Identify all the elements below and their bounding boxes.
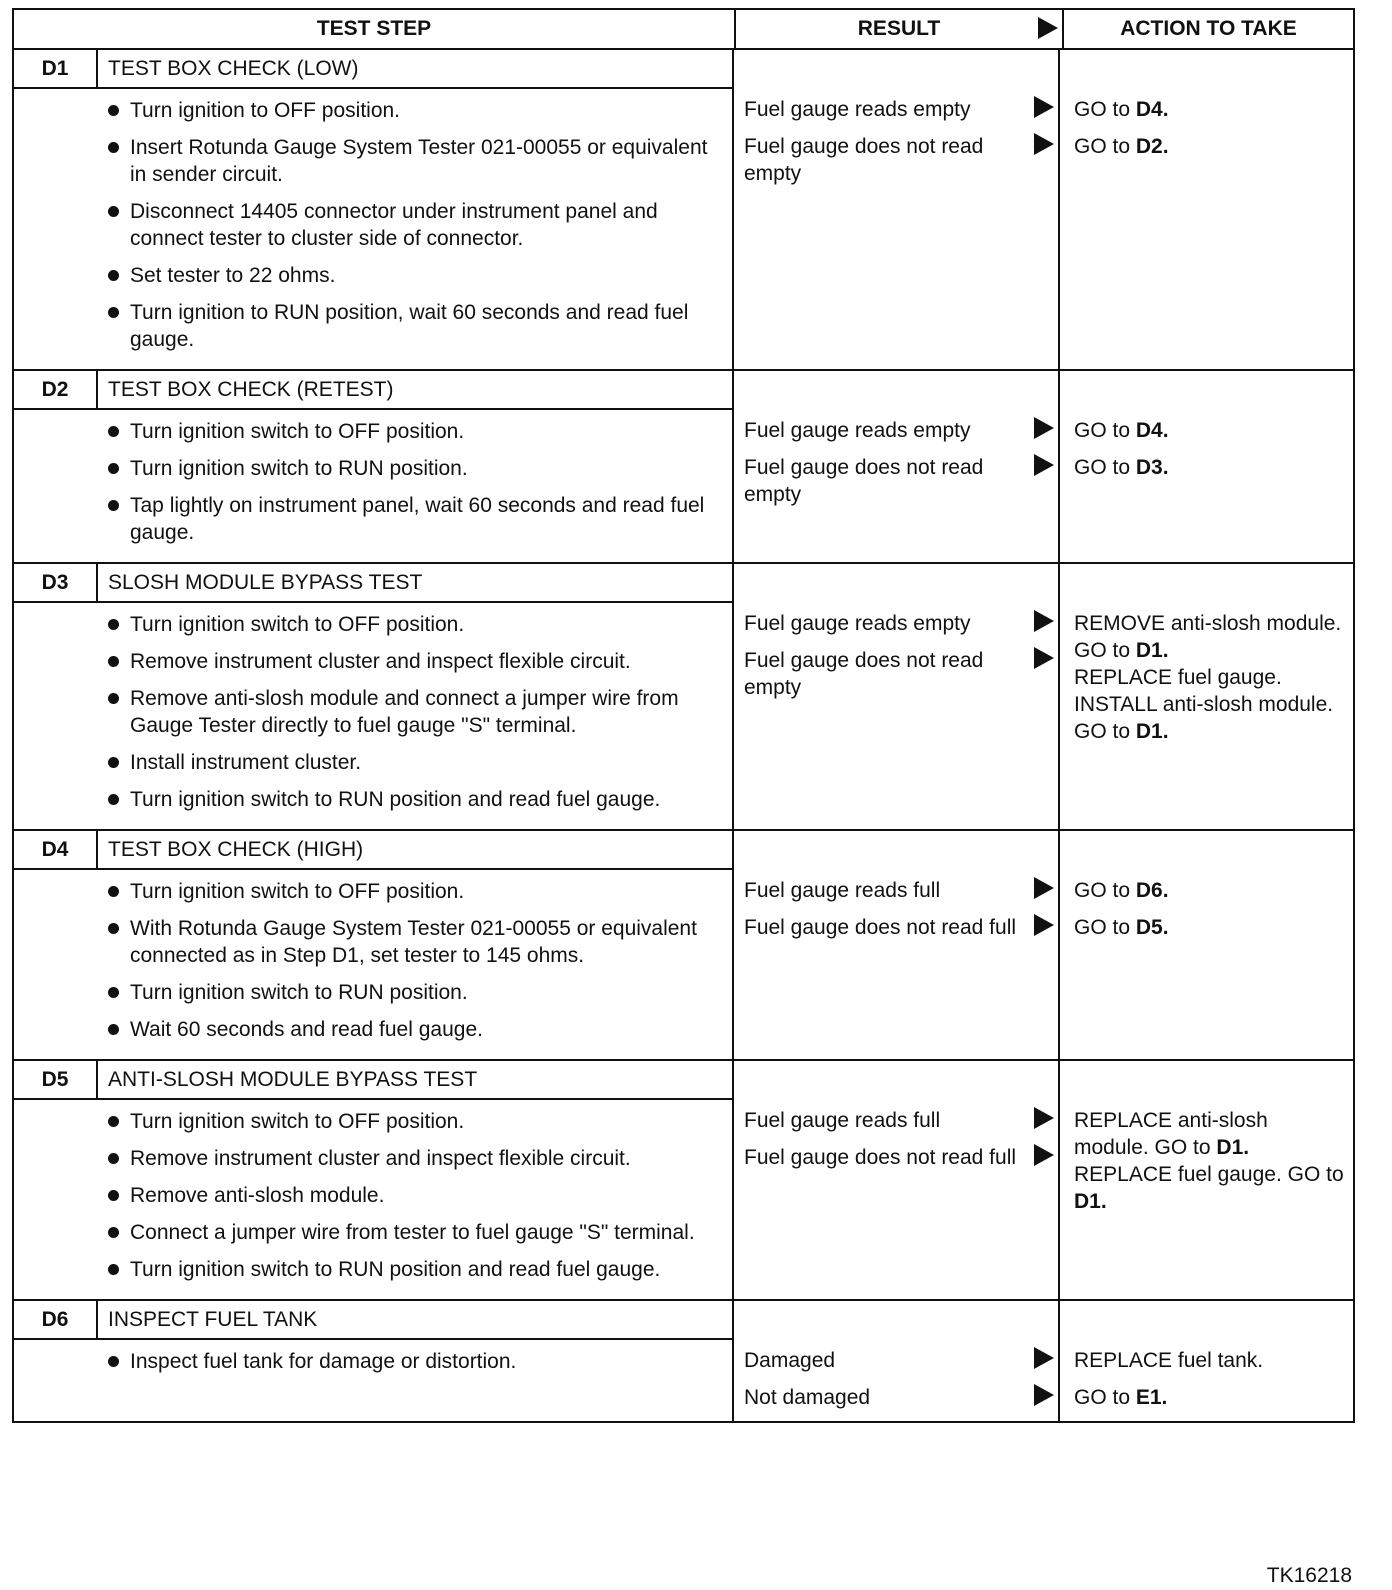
result-text: Fuel gauge does not read full <box>744 1146 1017 1169</box>
sections-container <box>14 50 1353 1421</box>
result-cell <box>734 1301 1060 1421</box>
test-step-section <box>14 50 1353 371</box>
action-step-ref: D2. <box>1135 135 1169 158</box>
action-cell <box>1060 831 1353 1059</box>
step-title: TEST BOX CHECK (HIGH) <box>108 837 364 861</box>
result-item <box>734 610 1058 637</box>
step-title-row <box>14 564 732 603</box>
instruction-item: Wait 60 seconds and read fuel gauge. <box>108 1016 712 1043</box>
instruction-item: Tap lightly on instrument panel, wait 60 seconds and read fuel gauge. <box>108 492 712 546</box>
instruction-item: Turn ignition switch to OFF position. <box>108 418 712 445</box>
result-item <box>734 1107 1058 1134</box>
result-cell <box>734 1061 1060 1299</box>
step-code: D5 <box>14 1061 98 1098</box>
result-item <box>734 877 1058 904</box>
action-step-ref: D1. <box>1216 1136 1250 1159</box>
step-title: INSPECT FUEL TANK <box>108 1307 318 1331</box>
arrow-right-icon <box>1034 1144 1054 1166</box>
action-cell <box>1060 371 1353 562</box>
instruction-item: Turn ignition switch to OFF position. <box>108 611 712 638</box>
test-step-cell <box>14 564 734 829</box>
action-text: GO to <box>1074 879 1136 902</box>
action-step-ref: D3. <box>1135 456 1169 479</box>
header-action: ACTION TO TAKE <box>1120 17 1297 40</box>
instruction-item: Set tester to 22 ohms. <box>108 262 712 289</box>
step-instructions <box>14 603 732 829</box>
result-cell <box>734 564 1060 829</box>
action-item <box>1060 133 1353 160</box>
action-item <box>1060 1384 1353 1411</box>
arrow-right-icon <box>1038 17 1058 39</box>
instruction-item: Turn ignition switch to RUN position. <box>108 979 712 1006</box>
instruction-item: Inspect fuel tank for damage or distortion. <box>108 1348 712 1375</box>
action-text: GO to <box>1074 419 1136 442</box>
header-result <box>736 10 1064 48</box>
instruction-item: With Rotunda Gauge System Tester 021-00055 or equivalent connected as in Step D1, set tester to 145 ohms. <box>108 915 712 969</box>
step-code: D6 <box>14 1301 98 1338</box>
step-code: D2 <box>14 371 98 408</box>
action-text: REPLACE fuel tank. <box>1074 1349 1264 1372</box>
arrow-right-icon <box>1034 417 1054 439</box>
result-text: Fuel gauge reads full <box>744 1109 941 1132</box>
test-step-section <box>14 371 1353 564</box>
step-title: TEST BOX CHECK (RETEST) <box>108 377 394 401</box>
instruction-item: Remove anti-slosh module. <box>108 1182 712 1209</box>
action-text: GO to <box>1074 135 1136 158</box>
step-title-row <box>14 1061 732 1100</box>
action-item <box>1060 1347 1353 1374</box>
action-step-ref: D5. <box>1135 916 1169 939</box>
action-cell <box>1060 1061 1353 1299</box>
step-title: SLOSH MODULE BYPASS TEST <box>108 570 423 594</box>
result-text: Fuel gauge reads empty <box>744 98 971 121</box>
test-step-section <box>14 1301 1353 1421</box>
step-code: D3 <box>14 564 98 601</box>
result-text: Damaged <box>744 1349 836 1372</box>
step-instructions <box>14 89 732 369</box>
step-instructions <box>14 1340 732 1391</box>
action-text: GO to <box>1074 456 1136 479</box>
action-cell <box>1060 564 1353 829</box>
action-text: GO to <box>1074 98 1136 121</box>
action-step-ref: D4. <box>1135 419 1169 442</box>
action-step-ref: E1. <box>1135 1386 1168 1409</box>
arrow-right-icon <box>1034 454 1054 476</box>
result-text: Fuel gauge does not read full <box>744 916 1017 939</box>
test-step-cell <box>14 1301 734 1421</box>
result-item <box>734 96 1058 123</box>
instruction-item: Disconnect 14405 connector under instrument panel and connect tester to cluster side of connector. <box>108 198 712 252</box>
figure-id: TK16218 <box>1266 1564 1352 1587</box>
result-item <box>734 914 1058 941</box>
result-text: Fuel gauge does not read empty <box>744 649 984 699</box>
arrow-right-icon <box>1034 877 1054 899</box>
table-header <box>14 10 1353 50</box>
action-step-ref: D4. <box>1135 98 1169 121</box>
header-result-label: RESULT <box>857 17 941 40</box>
arrow-right-icon <box>1034 1384 1054 1406</box>
instruction-item: Remove instrument cluster and inspect flexible circuit. <box>108 648 712 675</box>
instruction-item: Turn ignition switch to OFF position. <box>108 1108 712 1135</box>
action-cell <box>1060 50 1353 369</box>
test-step-cell <box>14 371 734 562</box>
action-text: REMOVE anti-slosh module. GO to <box>1074 612 1342 662</box>
result-item <box>734 647 1058 701</box>
test-step-section <box>14 564 1353 831</box>
action-item <box>1060 877 1353 904</box>
result-cell <box>734 50 1060 369</box>
test-step-cell <box>14 1061 734 1299</box>
step-title-row <box>14 50 732 89</box>
action-cell <box>1060 1301 1353 1421</box>
arrow-right-icon <box>1034 647 1054 669</box>
result-item <box>734 417 1058 444</box>
result-cell <box>734 831 1060 1059</box>
arrow-right-icon <box>1034 610 1054 632</box>
result-text: Fuel gauge reads full <box>744 879 941 902</box>
action-step-ref: D1. <box>1135 639 1169 662</box>
action-item <box>1060 1107 1353 1161</box>
action-text: REPLACE fuel gauge. GO to <box>1074 1163 1344 1186</box>
instruction-item: Remove anti-slosh module and connect a jumper wire from Gauge Tester directly to fuel gauge "S" terminal. <box>108 685 712 739</box>
step-title-row <box>14 831 732 870</box>
result-cell <box>734 371 1060 562</box>
action-item <box>1060 914 1353 941</box>
action-text: REPLACE anti-slosh module. GO to <box>1074 1109 1268 1159</box>
action-step-ref: D6. <box>1135 879 1169 902</box>
action-item <box>1060 1161 1353 1215</box>
result-text: Fuel gauge does not read empty <box>744 135 984 185</box>
instruction-item: Turn ignition switch to RUN position and read fuel gauge. <box>108 1256 712 1283</box>
step-title: ANTI-SLOSH MODULE BYPASS TEST <box>108 1067 478 1091</box>
action-item <box>1060 610 1353 664</box>
arrow-right-icon <box>1034 914 1054 936</box>
action-item <box>1060 664 1353 745</box>
instruction-item: Connect a jumper wire from tester to fuel gauge "S" terminal. <box>108 1219 712 1246</box>
action-text: GO to <box>1074 916 1136 939</box>
step-title-row <box>14 1301 732 1340</box>
test-step-cell <box>14 831 734 1059</box>
instruction-item: Turn ignition switch to OFF position. <box>108 878 712 905</box>
instruction-item: Turn ignition to OFF position. <box>108 97 712 124</box>
action-step-ref: D1. <box>1074 1190 1107 1213</box>
action-item <box>1060 96 1353 123</box>
action-text: GO to <box>1074 1386 1136 1409</box>
step-code: D1 <box>14 50 98 87</box>
test-step-section <box>14 831 1353 1061</box>
action-item <box>1060 417 1353 444</box>
step-instructions <box>14 410 732 562</box>
test-step-section <box>14 1061 1353 1301</box>
action-text: REPLACE fuel gauge. INSTALL anti-slosh module. GO to <box>1074 666 1334 743</box>
instruction-item: Turn ignition switch to RUN position. <box>108 455 712 482</box>
header-test-step: TEST STEP <box>14 10 736 48</box>
arrow-right-icon <box>1034 1107 1054 1129</box>
result-item <box>734 454 1058 508</box>
test-step-cell <box>14 50 734 369</box>
result-item <box>734 133 1058 187</box>
instruction-item: Turn ignition switch to RUN position and read fuel gauge. <box>108 786 712 813</box>
arrow-right-icon <box>1034 133 1054 155</box>
result-text: Not damaged <box>744 1386 871 1409</box>
result-item <box>734 1144 1058 1171</box>
result-item <box>734 1347 1058 1374</box>
instruction-item: Install instrument cluster. <box>108 749 712 776</box>
step-title: TEST BOX CHECK (LOW) <box>108 56 359 80</box>
result-item <box>734 1384 1058 1411</box>
action-step-ref: D1. <box>1135 720 1169 743</box>
step-code: D4 <box>14 831 98 868</box>
result-text: Fuel gauge reads empty <box>744 419 971 442</box>
instruction-item: Remove instrument cluster and inspect flexible circuit. <box>108 1145 712 1172</box>
action-item <box>1060 454 1353 481</box>
arrow-right-icon <box>1034 1347 1054 1369</box>
instruction-item: Insert Rotunda Gauge System Tester 021-00055 or equivalent in sender circuit. <box>108 134 712 188</box>
result-text: Fuel gauge reads empty <box>744 612 971 635</box>
step-instructions <box>14 1100 732 1299</box>
diagnostic-table <box>12 8 1355 1423</box>
instruction-item: Turn ignition to RUN position, wait 60 seconds and read fuel gauge. <box>108 299 712 353</box>
step-title-row <box>14 371 732 410</box>
arrow-right-icon <box>1034 96 1054 118</box>
step-instructions <box>14 870 732 1059</box>
result-text: Fuel gauge does not read empty <box>744 456 984 506</box>
